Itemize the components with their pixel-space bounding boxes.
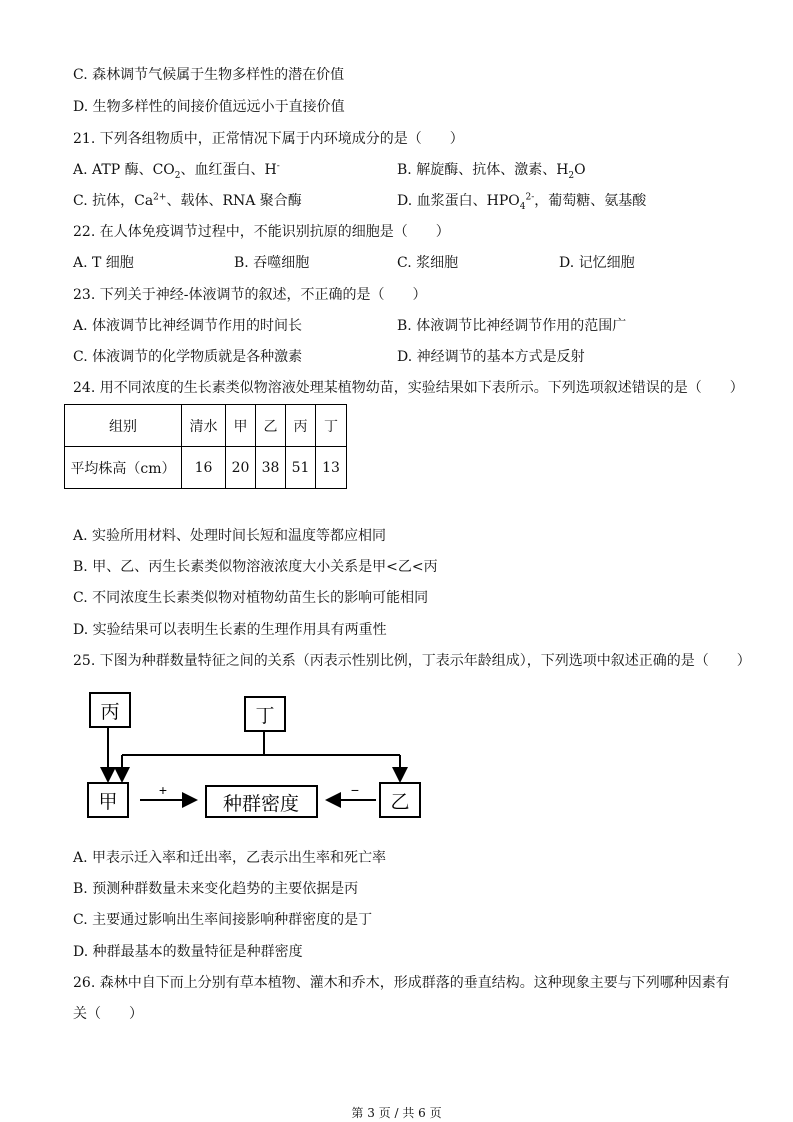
q21-option-b [397, 160, 586, 180]
q21-option-d [397, 191, 646, 211]
q21-option-c [73, 191, 302, 211]
table-cell: 乙 [256, 405, 286, 447]
table-header-row [65, 405, 347, 447]
text: 、载体、RNA 聚合酶 [166, 193, 302, 209]
q23-option-a: A. 体液调节比神经调节作用的时间长 [73, 318, 303, 334]
table-cell: 51 [286, 447, 316, 489]
table-cell: 清水 [182, 405, 226, 447]
table-cell: 丁 [316, 405, 347, 447]
q22-option-d: D. 记忆细胞 [559, 255, 635, 271]
table-cell: 组别 [65, 405, 182, 447]
q24-stem: 24. 用不同浓度的生长素类似物溶液处理某植物幼苗，实验结果如下表所示。下列选项叙述错误的是（ ） [73, 380, 744, 396]
q25-stem: 25. 下图为种群数量特征之间的关系（丙表示性别比例，丁表示年龄组成），下列选项中叙述正确的是（ ） [73, 653, 751, 669]
table-cell: 38 [256, 447, 286, 489]
q22-option-a: A. T 细胞 [73, 255, 134, 271]
q24-option-d: D. 实验结果可以表明生长素的生理作用具有两重性 [73, 622, 387, 638]
q24-option-a: A. 实验所用材料、处理时间长短和温度等都应相同 [73, 528, 387, 544]
page-footer: 第 3 页 / 共 6 页 [351, 1106, 442, 1120]
label-jia: 甲 [98, 792, 118, 813]
q23-option-b: B. 体液调节比神经调节作用的范围广 [397, 318, 627, 334]
label-plus: + [158, 782, 168, 798]
q22-option-c: C. 浆细胞 [397, 255, 459, 271]
q25-option-a: A. 甲表示迁入率和迁出率，乙表示出生率和死亡率 [73, 850, 387, 866]
label-density: 种群密度 [222, 794, 300, 815]
text: C. 抗体，Ca [73, 193, 154, 209]
q20-option-c: C. 森林调节气候属于生物多样性的潜在价值 [73, 67, 345, 83]
q21-stem: 21. 下列各组物质中，正常情况下属于内环境成分的是（ ） [73, 131, 464, 147]
q23-option-c: C. 体液调节的化学物质就是各种激素 [73, 349, 303, 365]
table-cell: 13 [316, 447, 347, 489]
table-cell: 16 [182, 447, 226, 489]
q25-option-d: D. 种群最基本的数量特征是种群密度 [73, 944, 303, 960]
text: 2- [525, 192, 535, 203]
q24-option-c: C. 不同浓度生长素类似物对植物幼苗生长的影响可能相同 [73, 590, 429, 606]
q22-option-b: B. 吞噬细胞 [234, 255, 310, 271]
text: O [574, 162, 586, 178]
q26-stem: 26. 森林中自下而上分别有草本植物、灌木和乔木，形成群落的垂直结构。这种现象主要与下列哪种因素有 [73, 975, 730, 991]
text: - [276, 161, 280, 172]
q24-option-b: B. 甲、乙、丙生长素类似物溶液浓度大小关系是甲<乙<丙 [73, 559, 438, 575]
population-diagram [0, 680, 793, 830]
table-cell: 甲 [226, 405, 256, 447]
label-yi: 乙 [390, 792, 410, 813]
text: B. 解旋酶、抗体、激素、H [397, 162, 569, 178]
text: 2 [568, 170, 575, 181]
text: 4 [519, 201, 526, 212]
results-table [64, 404, 347, 489]
table-cell: 20 [226, 447, 256, 489]
q21-option-a [73, 160, 280, 180]
q20-option-d: D. 生物多样性的间接价值远远小于直接价值 [73, 99, 345, 115]
table-row [65, 447, 347, 489]
q23-option-d: D. 神经调节的基本方式是反射 [397, 349, 585, 365]
text: 2 [174, 170, 181, 181]
q25-option-c: C. 主要通过影响出生率间接影响种群密度的是丁 [73, 912, 373, 928]
label-minus: − [350, 782, 360, 798]
text: ，葡萄糖、氨基酸 [534, 193, 647, 209]
text: 2+ [153, 192, 167, 203]
q23-stem: 23. 下列关于神经-体液调节的叙述，不正确的是（ ） [73, 287, 427, 303]
q22-stem: 22. 在人体免疫调节过程中，不能识别抗原的细胞是（ ） [73, 224, 450, 240]
text: D. 血浆蛋白、HPO [397, 193, 520, 209]
table-cell: 平均株高（cm） [65, 447, 182, 489]
q25-option-b: B. 预测种群数量未来变化趋势的主要依据是丙 [73, 881, 359, 897]
text: 、血红蛋白、H [180, 162, 277, 178]
text: A. ATP 酶、CO [73, 162, 175, 178]
label-bing: 丙 [100, 702, 120, 723]
q26-stem-cont: 关（ ） [73, 1006, 143, 1022]
table-cell: 丙 [286, 405, 316, 447]
label-ding: 丁 [255, 706, 275, 727]
